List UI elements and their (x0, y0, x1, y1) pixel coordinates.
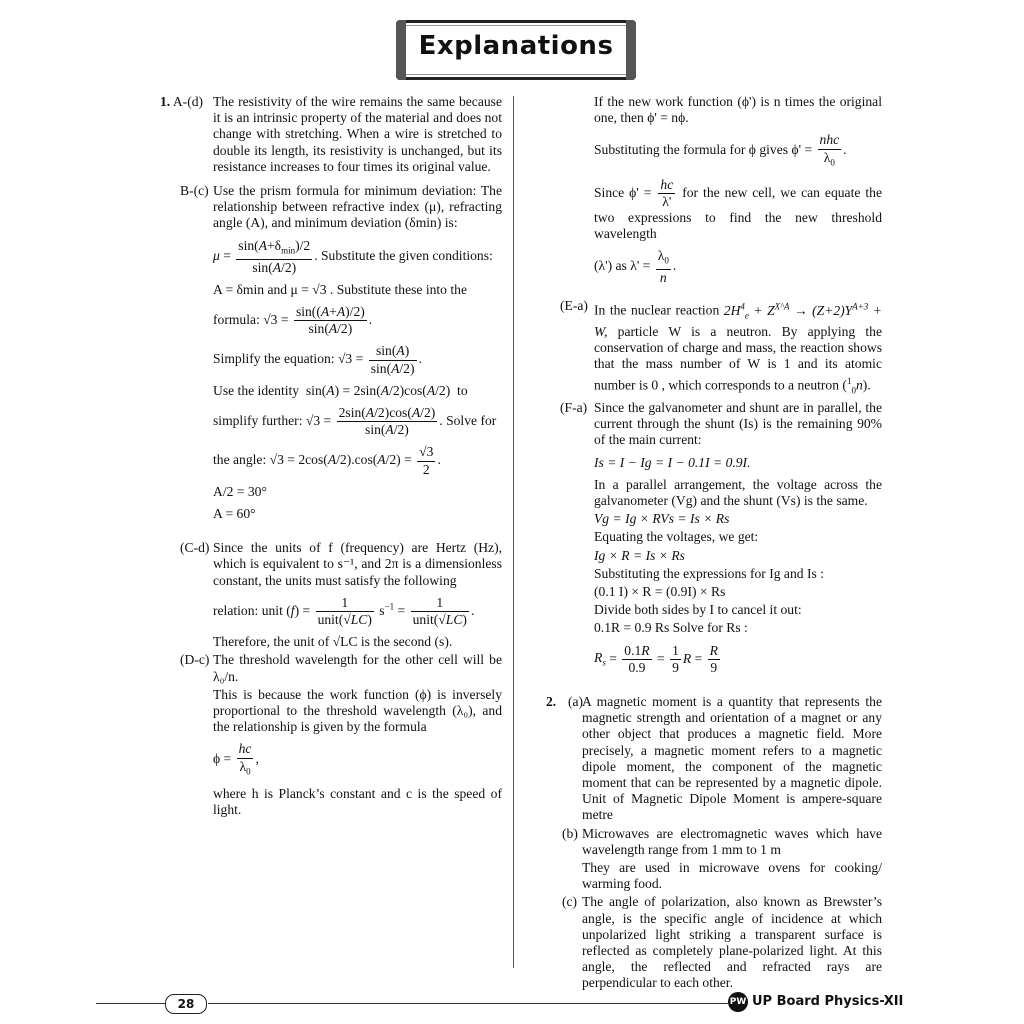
answer-text: Equating the voltages, we get: (594, 529, 759, 545)
answer-text: Divide both sides by I to cancel it out: (594, 602, 802, 618)
answer-text: Since ϕ' = $\frac{hc}{\lambda'}$ for the new cell, we can equate the two expressions to find the new threshold wavelength (594, 176, 882, 242)
result-angle: A = 60° (213, 505, 256, 521)
answer-1d (160, 652, 502, 818)
divided-equation: 0.1R = 0.9 Rs Solve for Rs : (594, 620, 748, 636)
answer-text: In the nuclear reaction $2H^4_e + Z^{X\^{}A} \to (Z+2)Y^{A+3} + W$, particle W is a neutron. By applying the conservation of charge and mass, the reaction shows that the mass number of W is 1 and its atomic number is 0 , which corresponds to a neutron ($^1_0$n). (594, 301, 882, 395)
result-half-angle: A/2 = 30° (213, 483, 267, 499)
answer-1b (160, 183, 502, 522)
answer-label: (E-a) (560, 298, 588, 314)
answer-1c (160, 540, 502, 650)
voltage-equation: Vg = Ig × RVs = Is × Rs (594, 511, 730, 527)
answer-label: (a) (568, 694, 584, 710)
title-box (396, 20, 636, 80)
answer-1a (160, 94, 502, 175)
answer-text: where h is Planck’s constant and c is the speed of light. (213, 785, 502, 817)
condition-text: A = δmin and μ = √3 . Substitute these into the (213, 281, 467, 297)
answer-label: B-(c) (180, 183, 209, 199)
angle-equation: the angle: √3 = 2cos(A/2).cos(A/2) = $\frac{√3}{2}$ . (213, 444, 441, 477)
further-simplified-equation: simplify further: √3 = $\frac{2\sin(A/2)\cos(A/2)}{\sin(A/2)}$ . Solve for (213, 404, 497, 438)
new-wavelength-equation: (λ') as λ' = $\frac{\lambda_0}{n}$ . (594, 248, 677, 286)
answer-text: Microwaves are electromagnetic waves which have wavelength range from 1 mm to 1 m (582, 825, 882, 857)
answer-text: Use the prism formula for minimum deviation: The relationship between refractive index (μ), refracting angle (A), and minimum deviation (δmin) is: (213, 183, 502, 231)
substitution-equation: Substituting the formula for ϕ gives ϕ' = $\frac{\text{nhc}}{\lambda_0}$ . (594, 132, 847, 168)
answer-text: If the new work function (ϕ') is n times the original one, then ϕ' = nϕ. (594, 94, 882, 126)
simplified-equation: Simplify the equation: √3 = $\frac{\sin(A)}{\sin(A/2)}$ . (213, 343, 422, 376)
work-function-formula: ϕ = $\frac{hc}{\lambda_0}$ , (213, 741, 259, 777)
prism-formula: μ = $\frac{\sin(A+\delta_{min})/2}{\sin(A/2)}$ . Substitute the given conditions: (213, 237, 493, 275)
answer-text: Substituting the expressions for Ig and Is : (594, 565, 824, 581)
unit-conclusion: Therefore, the unit of √LC is the second (s). (213, 634, 453, 650)
answer-label: (D-c) (180, 652, 210, 668)
footer-rule-middle (208, 1003, 728, 1004)
question-number: 2. (546, 694, 557, 710)
answer-text: Since the galvanometer and shunt are in parallel, the current through the shunt (Is) is the remaining 90% of the main current: (594, 399, 882, 448)
answer-2 (546, 694, 882, 992)
equation-tail: . Substitute the given conditions: (314, 247, 493, 263)
equated-voltage: Ig × R = Is × Rs (594, 547, 685, 563)
substituted-equation: (0.1 I) × R = (0.9I) × Rs (594, 584, 726, 600)
column-divider (513, 96, 514, 968)
page-title: Explanations (418, 31, 614, 61)
answer-label: (F-a) (560, 399, 588, 415)
left-column (160, 94, 502, 820)
page-number: 28 (165, 994, 207, 1014)
answer-label: (b) (562, 825, 578, 841)
identity-equation: Use the identity sin(A) = 2sin(A/2)cos(A/2) to (213, 382, 468, 398)
answer-text: This is because the work function (ϕ) is inversely proportional to the threshold wavelength (λ₀), and the relationship is given by the formula (213, 686, 502, 735)
answer-label: (C-d) (180, 540, 210, 556)
unit-relation: relation: unit (f) = $\frac{1}{\text{unit(√LC)}}$ $s^{-1}$ = $\frac{1}{\text{unit(√LC)}}$ . (213, 594, 475, 627)
answer-1e (546, 298, 882, 398)
answer-text: Since the units of f (frequency) are Hertz (Hz), which is equivalent to s⁻¹, and 2π is a dimensionless constant, the units must satisfy the following (213, 540, 502, 588)
answer-1f (546, 400, 882, 676)
answer-text: The threshold wavelength for the other cell will be λ₀/n. (213, 652, 502, 684)
answer-text: The resistivity of the wire remains the same because it is an intrinsic property of the material and does not change with stretching. When a wire is stretched to double its length, its resistivity is unchanged, but its resistance increases to four times its original value. (213, 94, 502, 174)
answer-label: (c) (562, 894, 578, 910)
formula-substituted: formula: √3 = $\frac{\sin((A+A)/2)}{\sin(A/2)}$ . (213, 303, 373, 337)
shunt-resistance-result: $R_s$ = $\frac{0.1R}{0.9}$ = $\frac{1}{9}$ R = $\frac{R}{9}$ (594, 642, 718, 675)
question-number: 1. (160, 94, 171, 109)
answer-text: The angle of polarization, also known as Brewster’s angle, is the specific angle of incidence at which unpolarized light striking a transparent surface is reflected as completely plane-polarized light. At this angle, the reflected and refracted rays are perpendicular to each other. (582, 894, 882, 991)
answer-text: They are used in microwave ovens for cooking/ warming food. (582, 860, 882, 892)
pw-logo-icon: PW (728, 992, 748, 1012)
answer-text: A magnetic moment is a quantity that represents the magnetic strength and orientation of a magnet or any other object that produces a magnetic field. More precisely, a magnetic moment refers to a magnetic dipole moment, the component of the magnetic moment that can be represented by a magnetic dipole. Unit of Magnetic Dipole Moment is ampere-square metre (582, 694, 882, 823)
answer-text: In a parallel arrangement, the voltage across the galvanometer (Vg) and the shunt (Vs) is the same. (594, 476, 882, 508)
answer-label: A-(d) (172, 94, 204, 109)
answer-1d-continued (546, 94, 882, 286)
shunt-current-equation: Is = I − Ig = I − 0.1I = 0.9I. (594, 454, 751, 470)
right-column (546, 94, 882, 994)
book-title: UP Board Physics-XII (752, 994, 904, 1009)
footer-rule-left (96, 1003, 166, 1004)
